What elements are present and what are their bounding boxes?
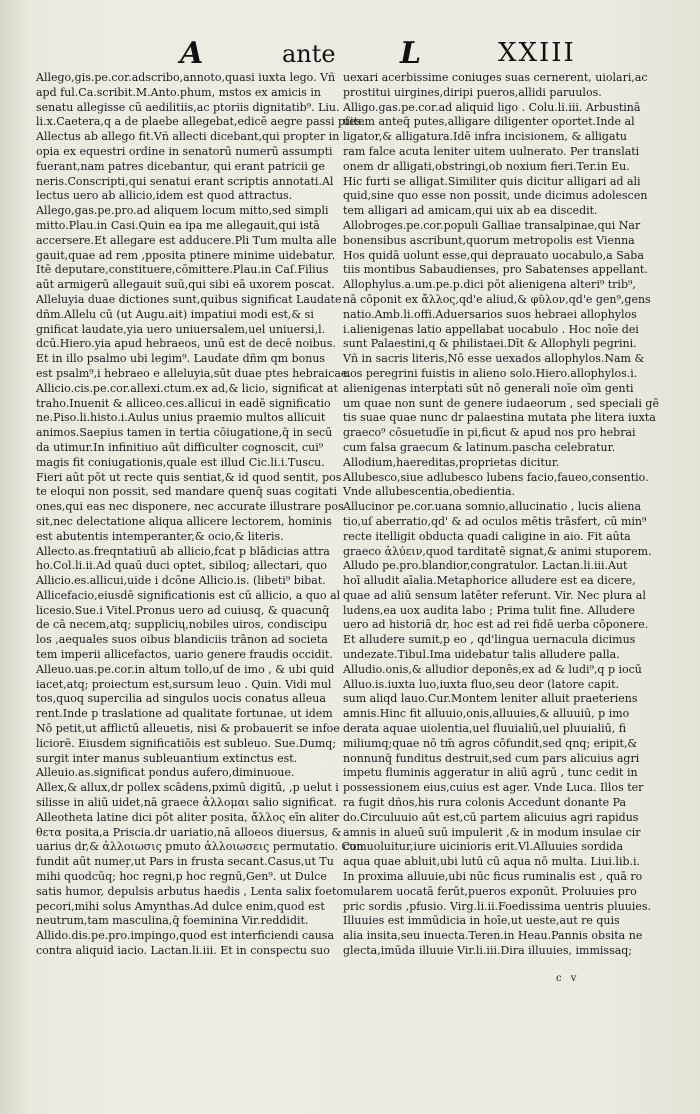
header-letter: A bbox=[180, 36, 204, 71]
text-line: glecta,imūda illuuie Vir.li.iii.Dira illuuies, immissaq; bbox=[343, 944, 633, 958]
text-line: animos.Saepius tamen in tertia cōiugatione,q̄ in secū bbox=[36, 426, 333, 440]
text-line: Allego,gis.pe.cor.adscribo,annoto,quasi iuxta lego. Vñ bbox=[36, 71, 336, 84]
text-line: graeco ἀλύειν,quod tarditatē signat,& animi stuporem. bbox=[343, 544, 652, 558]
text-line: fundit aūt numeṛ,ut Pars in frusta secant.Casus,ut Tu bbox=[36, 855, 334, 869]
text-line: Nō petit,ut afflictū alleuetis, nisi & probauerit se infoe bbox=[36, 722, 340, 736]
text-line: li.x.Caetera,q a de plaebe allegebat,edicē aegre passi pſes. bbox=[36, 115, 365, 129]
text-line: los ,aequales suos oibus blandiciis trānon ad societa bbox=[36, 633, 328, 647]
text-line: ludens,ea uox audita labo ; Prima tulit fine. Alludere bbox=[343, 603, 635, 617]
left-column bbox=[36, 71, 365, 959]
text-line: Vñ in sacris literis,Nō esse uexados allophylos.Nam & bbox=[343, 352, 645, 366]
text-line: Allego,gas.pe.pro.ad aliquem locum mitto,sed simpli bbox=[36, 204, 329, 218]
text-line: ra fugit dños,his rura colonis Accedunt donante Pa bbox=[343, 796, 627, 810]
text-line: opia ex equestri ordine in senatorū numerū assumpti bbox=[36, 144, 333, 158]
text-line: ne.Piso.li.histo.i.Aulus unius praemio multos allicuit bbox=[36, 411, 326, 425]
text-line: sit,nec delectatione aliqua allicere lectorem, hominis bbox=[36, 514, 332, 528]
text-line: miliumq;quae nō tm̄ agros cōfundit,sed qnq; eripit,& bbox=[343, 736, 638, 750]
text-line: fuerant,nam patres dicebantur, qui erant patricii ge bbox=[36, 159, 325, 173]
text-line: Et in illo psalmo ubi legim⁹. Laudate dñm qm bonus bbox=[36, 352, 326, 366]
text-line: pric sordis ,pfusio. Virg.li.ii.Foedissima uentris pluuies. bbox=[343, 899, 652, 913]
text-line: Fieri aūt pōt ut recte quis sentiat,& id quod sentit, pos bbox=[36, 470, 342, 484]
text-line: derata aquae uiolentia,uel fluuialiū,uel pluuialiū, fi bbox=[343, 722, 627, 736]
text-line: uitem anteq̄ putes,alligare diligenter oportet.Inde al bbox=[343, 115, 635, 129]
text-line: surgit inter manus subleuantium extinctus est. bbox=[36, 751, 298, 765]
text-line: θετα posita,a Priscia.dr uariatio,nā alloeos diuersus, & bbox=[36, 825, 342, 839]
running-header bbox=[0, 36, 700, 72]
text-line: uos peregrini fuistis in alieno solo.Hiero.allophylos.i. bbox=[343, 366, 638, 380]
text-line: cumuoluitur,iure uicinioris erit.Vl.Alluuies sordida bbox=[343, 840, 624, 854]
text-line: ho.Col.li.ii.Ad quaū duci optet, sibiloq; allectari, quo bbox=[36, 559, 328, 573]
text-line: uexari acerbissime coniuges suas cernerent, uiolari,ac bbox=[343, 71, 648, 84]
text-line: silisse in aliū uidet,nā graece ἀλλομαι salio significat. bbox=[36, 796, 338, 810]
text-line: ones,qui eas nec disponere, nec accurate illustrare pos bbox=[36, 500, 344, 514]
header-word: ante bbox=[282, 40, 336, 68]
text-line: alienigenas interpṫati sūt nō generali noīe oīm genti bbox=[343, 381, 634, 395]
text-line: Allobroges.pe.cor.populi Galliae transalpinae,qui Nar bbox=[343, 218, 641, 232]
text-line: de cā necem,atq; supplicių,nobiles uiros, condiscipu bbox=[36, 618, 328, 632]
text-line: magis fit coniugationis,quale est illud Cic.li.i.Tuscu. bbox=[36, 455, 325, 469]
text-line: Allicio.cis.pe.cor.allexi.ctum.ex ad,& licio, significat at bbox=[36, 381, 338, 395]
text-line: Alligo.gas.pe.cor.ad aliquid ligo . Colu.li.iii. Arbustinā bbox=[343, 100, 641, 114]
text-line: sum aliqd lauo.Cur.Montem leniter alluit praeteriens bbox=[343, 692, 638, 706]
text-line: dñm.Allelu cū (ut Augu.ait) impatiui modi est,& si bbox=[36, 307, 314, 321]
text-line: undezate.Tibul.Ima uidebatur talis alludere palla. bbox=[343, 648, 620, 662]
text-line: liciorē. Eiusdem significatiōis est subleuo. Sue.Dumq; bbox=[36, 736, 337, 750]
text-line: Alleuo.uas.pe.cor.in altum tollo,uſ de imo , & ubi quid bbox=[36, 662, 335, 676]
text-line: mihi quodcūq; hoc regni,p hoc regnū,Gen⁹. ut Dulce bbox=[36, 870, 327, 884]
text-line: est abutentis intemperanter,& ocio,& literis. bbox=[36, 529, 284, 543]
text-line: graeco⁹ cōsuetudīe in pi,ficut & apud nos pro hebrai bbox=[343, 426, 636, 440]
text-line: uarius dr,& ἀλλοιωσις pmuto ἀλλοιωσεις permutatio. Con bbox=[36, 840, 364, 854]
text-line: Allophylus.a.um.pe.p.dici pōt alienigena alteri⁹ trib⁹, bbox=[343, 278, 636, 292]
text-line: quae ad aliū sensum latēter referunt. Vir. Nec plura al bbox=[343, 588, 646, 602]
text-line: Allectus ab allego fit.Vñ allecti dicebant,qui propter in bbox=[36, 130, 340, 144]
text-line: amnis in alueū suū impulerit ,& in modum insulae cir bbox=[343, 825, 641, 839]
text-line: neris.Conscripti,qui senatui erant scriptis annotati.Al bbox=[36, 174, 334, 188]
text-line: contra aliquid iacio. Lactan.li.iii. Et in conspectu suo bbox=[36, 944, 330, 958]
text-line: satis humor, depulsis arbutus haedis , Lenta salix foeto bbox=[36, 884, 344, 898]
text-line: impetu fluminis aggeratur in aliū agrū , tunc cedit in bbox=[343, 766, 638, 780]
text-line: onem dr alligati,obstringi,ob noxium fieri.Ter.in Eu. bbox=[343, 159, 630, 173]
text-line: Vnde allubescentia,obedientia. bbox=[343, 485, 516, 499]
text-line: Illuuies est immūdicia in hoīe,ut ueste,aut re quis bbox=[343, 914, 620, 928]
text-line: traho.Inuenit & alliceo.ces.allicui in eadē significatio bbox=[36, 396, 331, 410]
text-line: da utimur.In infinitiuo aūt difficulter cognoscit, cui⁹ bbox=[36, 440, 324, 454]
text-line: licesio.Sue.i Vitel.Pronus uero ad cuiusq, & quacunq̄ bbox=[36, 603, 330, 617]
text-line: nā cōponit ex ἄλλος,qd'e aliud,& φῦλον,qd'e gen⁹,gens bbox=[343, 292, 651, 306]
text-line: recte itelligit obducta quadi caligine in aio. Fit aūta bbox=[343, 529, 631, 543]
text-line: Alluo.is.iuxta luo,iuxta fluo,seu deor (latore capit. bbox=[343, 677, 620, 691]
text-line: hoī alludit aīalia.Metaphorice alludere est ea dicere, bbox=[343, 574, 636, 588]
text-line: tis suae quae nunc dr palaestina mutata phe litera iuxta bbox=[343, 411, 656, 425]
text-line: natio.Amb.li.offi.Aduersarios suos hebraei allophylos bbox=[343, 307, 637, 321]
text-line: senatu allegisse cũ aedilitiis,ac ptoriis dignitatib⁹. Liu. bbox=[36, 100, 340, 114]
text-line: gnificat laudate,yia uero uniuersalem,uel uniuersi,l. bbox=[36, 322, 326, 336]
text-line: Allicefacio,eiusdē significationis est cū allicio, a quo al bbox=[36, 588, 341, 602]
text-line: Itē deputare,constituere,cōmittere.Plau.in Caſ.Filius bbox=[36, 263, 329, 277]
text-line: uero ad historiā dr, hoc est ad rei fidē uerba cōponere. bbox=[343, 618, 649, 632]
right-column bbox=[343, 71, 659, 959]
text-line: tiis montibus Sabaudienses, pro Sabatenses appellant. bbox=[343, 263, 648, 277]
text-line: Allicio.es.allicui,uide i dcōne Allicio.is. (libeti⁹ bibat. bbox=[36, 574, 326, 588]
text-line: tem imperii allicefactos, uario genere fraudis occidit. bbox=[36, 648, 333, 662]
text-line: lectus uero ab allicio,idem est quod attractus. bbox=[36, 189, 293, 203]
text-line: Allubesco,siue adlubesco lubens facio,faueo,consentio. bbox=[343, 470, 649, 484]
text-line: Allex,& allux,dr pollex scādens,pximū digitū, ,p uelut i bbox=[36, 781, 339, 795]
text-line: cum falsa graecum & latinum.pascha celebratur. bbox=[343, 440, 616, 454]
signature-mark: c v bbox=[556, 973, 580, 984]
text-line: tem alligari ad amicam,qui uix ab ea discedit. bbox=[343, 204, 598, 218]
text-line: Allodium,haereditas,proprietas dicitur. bbox=[343, 455, 560, 469]
text-line: ram falce acuta leniter uitem uulnerato. Per translati bbox=[343, 144, 640, 158]
text-line: gauit,quae ad rem ,pposita ptinere minime uidebatur. bbox=[36, 248, 336, 262]
text-line: iacet,atq; proiectum est,sursum leuo . Quin. Vidi mul bbox=[36, 677, 332, 691]
text-line: tio,uſ aberratio,qd' & ad oculos mētis trāsfert, cū min⁹ bbox=[343, 514, 647, 528]
folio-number: XXIII bbox=[498, 38, 576, 68]
text-line: mularem uocatā ferūt,pueros exponūt. Proluuies pro bbox=[343, 884, 637, 898]
text-line: do.Circuluuio aūt est,cū partem alicuius agri rapidus bbox=[343, 810, 639, 824]
text-line: Alleotheta latine dici pōt aliter posita, ἄλλος eīn aliter bbox=[36, 810, 340, 824]
text-line: In proxima alluuie,ubi nūc ficus ruminalis est , quā ro bbox=[343, 870, 643, 884]
text-line: nonnunq̄ funditus destruit,sed cum pars alicuius agri bbox=[343, 751, 640, 765]
text-line: Hic furti se alligat.Similiter quis dicitur alligari ad ali bbox=[343, 174, 641, 188]
text-line: Alludio.onis,& alludior deponēs,ex ad & ludi⁹,q p iocū bbox=[343, 662, 642, 676]
text-line: aūt armigerū allegauit suū,qui sibi eā uxorem poscat. bbox=[36, 278, 335, 292]
text-line: accersere.Et allegare est adducere.Pli Tum multa alle bbox=[36, 233, 337, 247]
text-line: Alludo pe.pro.blandior,congratulor. Lactan.li.iii.Aut bbox=[343, 559, 628, 573]
text-line: Alleuio.as.significat pondus aufero,diminuoue. bbox=[36, 766, 295, 780]
text-line: neutrum,tam masculina,q̄ foeminina Vir.reddidit. bbox=[36, 914, 309, 928]
text-line: te eloqui non possit, sed mandare quenq̄ suas cogitati bbox=[36, 485, 337, 499]
text-line: prostitui uirgines,diripi pueros,allidi paruulos. bbox=[343, 85, 602, 99]
text-line: bonensibus ascribunt,quorum metropolis est Vienna bbox=[343, 233, 635, 247]
text-line: est psalm⁹,i hebraeo e alleluyia,sūt duae ptes hebraicae. bbox=[36, 366, 351, 380]
text-line: Et alludere sumit,p eo , qd'lingua uernacula dicimus bbox=[343, 633, 636, 647]
text-line: apd ful.Ca.scribit.M.Anto.phum, mstos ex amicis in bbox=[36, 85, 322, 99]
text-line: tos,quoq supercilia ad singulos uocis conatus alleua bbox=[36, 692, 326, 706]
text-line: Alleluyia duae dictiones sunt,quibus significat Laudate bbox=[36, 292, 342, 306]
header-letter-2: L bbox=[400, 36, 422, 71]
text-line: amnis.Hinc fit alluuio,onis,alluuies,& alluuiū, p imo bbox=[343, 707, 630, 721]
text-line: i.alienigenas latio appellabat uocabulo . Hoc noīe dei bbox=[343, 322, 639, 336]
text-line: aqua quae abluit,ubi lutū cū aqua nō multa. Liui.lib.i. bbox=[343, 855, 641, 869]
text-line: Allecto.as.freqntatiuū ab allicio,fcat p blādicias attra bbox=[36, 544, 330, 558]
text-line: um quae non sunt de genere iudaeorum , sed speciali gē bbox=[343, 396, 659, 410]
text-line: pecori,mihi solus Amynthas.Ad dulce enim,quod est bbox=[36, 899, 325, 913]
text-line: Allido.dis.pe.pro.impingo,quod est interficiendi causa bbox=[36, 929, 335, 943]
text-line: mitto.Plau.in Casi.Quin ea ipa me allegauit,qui istā bbox=[36, 218, 320, 232]
text-line: dcū.Hiero.yia apud hebraeos, unū est de decē noibus. bbox=[36, 337, 336, 351]
text-line: possessionem eius,cuius est ager. Vnde Luca. Illos ter bbox=[343, 781, 644, 795]
text-line: alia insita,seu inuecta.Teren.in Heau.Pannis obsita ne bbox=[343, 929, 643, 943]
text-line: Hos quidā uolunt esse,qui deprauato uocabulo,a Saba bbox=[343, 248, 644, 262]
text-line: ligator,& alligatura.Idē infra incisionem, & alligatu bbox=[343, 130, 628, 144]
text-line: rent.Inde p traslatione ad qualitate fortunae, ut idem bbox=[36, 707, 333, 721]
text-line: quid,sine quo esse non possit, unde dicimus adolescen bbox=[343, 189, 648, 203]
text-line: Allucinor pe.cor.uana somnio,allucinatio , lucis aliena bbox=[343, 500, 642, 514]
text-line: sunt Palaestini,q & philistaei.Dīt & Allophyli pegrini. bbox=[343, 337, 637, 351]
